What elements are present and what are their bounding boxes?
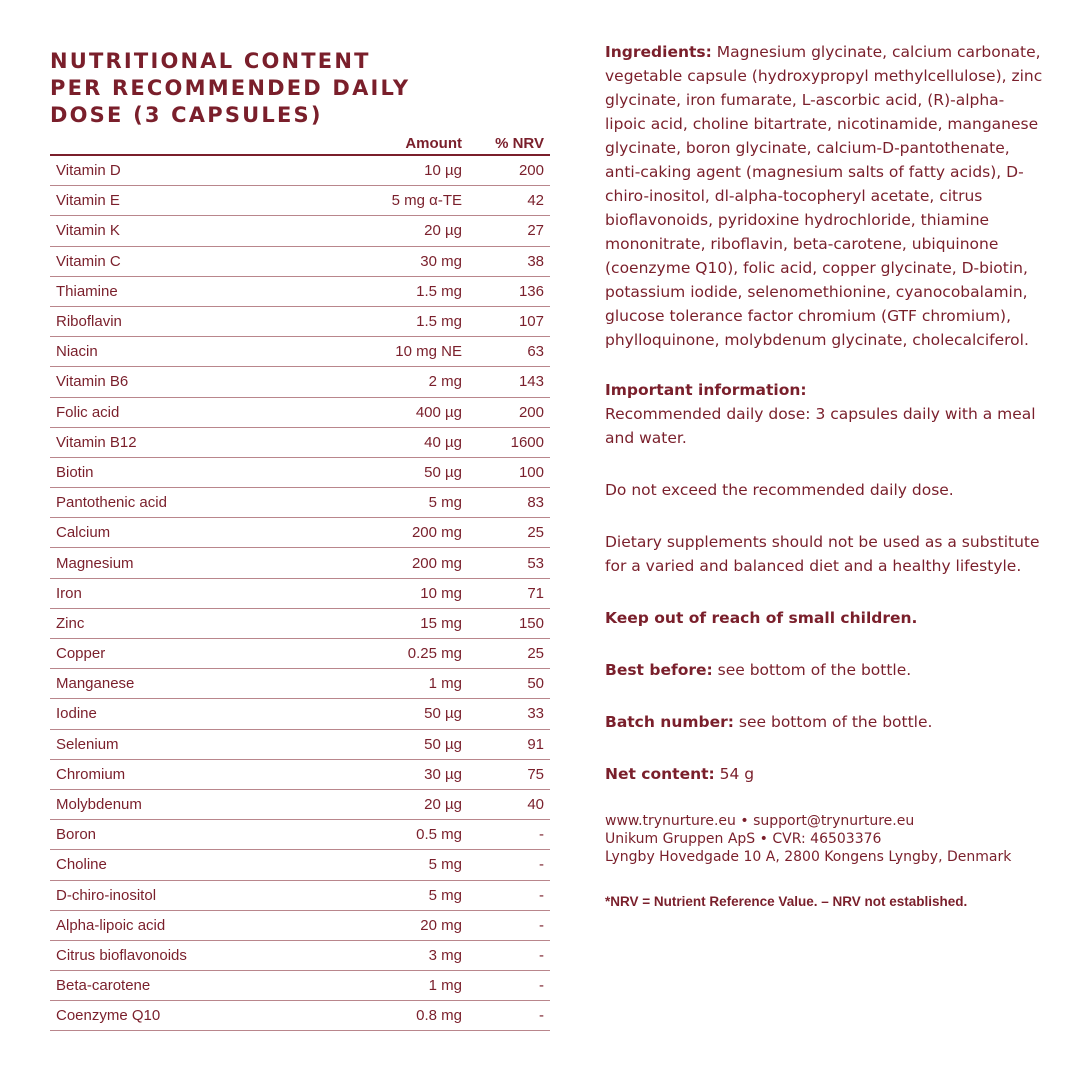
cell-amount: 15 mg [346, 608, 468, 638]
cell-name: Riboflavin [50, 306, 346, 336]
table-row [50, 1001, 550, 1031]
cell-name: Vitamin K [50, 216, 346, 246]
cell-nrv: 25 [468, 518, 550, 548]
table-row [50, 729, 550, 759]
children-warning: Keep out of reach of small children. [605, 609, 918, 627]
contact-block [605, 812, 1045, 866]
net-content: Net content: 54 g [605, 765, 755, 783]
exceed-text: Do not exceed the recommended daily dose. [605, 481, 954, 499]
cell-amount: 20 µg [346, 216, 468, 246]
table-row [50, 699, 550, 729]
cell-nrv: 38 [468, 246, 550, 276]
table-row [50, 910, 550, 940]
cell-amount: 5 mg α-TE [346, 186, 468, 216]
cell-nrv: - [468, 880, 550, 910]
cell-amount: 20 µg [346, 789, 468, 819]
nutrition-title: NUTRITIONAL CONTENT PER RECOMMENDED DAILY DOSE (3 CAPSULES) [50, 49, 411, 127]
cell-amount: 10 mg NE [346, 337, 468, 367]
cell-nrv: 42 [468, 186, 550, 216]
cell-name: Choline [50, 850, 346, 880]
table-row [50, 578, 550, 608]
table-row [50, 759, 550, 789]
table-row [50, 488, 550, 518]
cell-amount: 50 µg [346, 729, 468, 759]
contact-line-address: Lyngby Hovedgade 10 A, 2800 Kongens Lyngby, Denmark [605, 849, 1012, 865]
table-row [50, 306, 550, 336]
cell-amount: 50 µg [346, 699, 468, 729]
cell-name: Boron [50, 820, 346, 850]
cell-name: Molybdenum [50, 789, 346, 819]
cell-nrv: 71 [468, 578, 550, 608]
cell-amount: 10 mg [346, 578, 468, 608]
cell-nrv: 33 [468, 699, 550, 729]
table-row [50, 216, 550, 246]
table-row [50, 971, 550, 1001]
cell-name: Niacin [50, 337, 346, 367]
cell-name: Vitamin E [50, 186, 346, 216]
cell-amount: 5 mg [346, 850, 468, 880]
contact-line-company: Unikum Gruppen ApS • CVR: 46503376 [605, 831, 882, 847]
cell-name: Folic acid [50, 397, 346, 427]
important-label: Important information: [605, 381, 807, 399]
cell-amount: 1 mg [346, 669, 468, 699]
cell-name: Beta-carotene [50, 971, 346, 1001]
table-row [50, 186, 550, 216]
cell-nrv: 83 [468, 488, 550, 518]
cell-amount: 400 µg [346, 397, 468, 427]
table-row [50, 669, 550, 699]
cell-nrv: - [468, 850, 550, 880]
cell-name: Vitamin B12 [50, 427, 346, 457]
cell-amount: 0.5 mg [346, 820, 468, 850]
cell-amount: 2 mg [346, 367, 468, 397]
table-row [50, 940, 550, 970]
contact-line-web: www.trynurture.eu • support@trynurture.eu [605, 813, 915, 829]
cell-name: Chromium [50, 759, 346, 789]
cell-nrv: 1600 [468, 427, 550, 457]
cell-name: Biotin [50, 457, 346, 487]
table-row [50, 850, 550, 880]
nutrition-panel [50, 48, 550, 1025]
cell-nrv: 63 [468, 337, 550, 367]
cell-name: Thiamine [50, 276, 346, 306]
cell-name: Pantothenic acid [50, 488, 346, 518]
cell-amount: 3 mg [346, 940, 468, 970]
table-row [50, 457, 550, 487]
best-before: Best before: see bottom of the bottle. [605, 661, 912, 679]
cell-nrv: - [468, 940, 550, 970]
table-row [50, 820, 550, 850]
batch-number: Batch number: see bottom of the bottle. [605, 713, 933, 731]
cell-amount: 1.5 mg [346, 306, 468, 336]
cell-amount: 20 mg [346, 910, 468, 940]
table-header-row [50, 128, 550, 155]
cell-name: Iodine [50, 699, 346, 729]
table-row [50, 880, 550, 910]
cell-nrv: - [468, 971, 550, 1001]
cell-nrv: 25 [468, 639, 550, 669]
ingredients-text: Magnesium glycinate, calcium carbonate, vegetable capsule (hydroxypropyl methylcellulose), zinc glycinate, iron fumarate, L-ascorbic acid, (R)-alpha-lipoic acid, choline bitartrate, nicotinamide, manganese glycinate, boron glycinate, calcium-D-pantothenate, anti-caking agent (magnesium salts of fatty acids), D-chiro-inositol, dl-alpha-tocopheryl acetate, citrus bioflavonoids, pyridoxine hydrochloride, thiamine mononitrate, riboflavin, beta-carotene, ubiquinone (coenzyme Q10), folic acid, copper glycinate, D-biotin, potassium iodide, selenomethionine, cyanocobalamin, glucose tolerance factor chromium (GTF chromium), phylloquinone, molybdenum glycinate, cholecalciferol. [605, 43, 1043, 349]
cell-nrv: 107 [468, 306, 550, 336]
cell-amount: 200 mg [346, 548, 468, 578]
table-row [50, 246, 550, 276]
cell-amount: 200 mg [346, 518, 468, 548]
table-row [50, 155, 550, 186]
cell-nrv: 50 [468, 669, 550, 699]
table-row [50, 608, 550, 638]
cell-nrv: 143 [468, 367, 550, 397]
cell-nrv: 136 [468, 276, 550, 306]
cell-amount: 40 µg [346, 427, 468, 457]
cell-nrv: 53 [468, 548, 550, 578]
cell-amount: 5 mg [346, 880, 468, 910]
cell-amount: 10 µg [346, 155, 468, 186]
cell-nrv: - [468, 910, 550, 940]
cell-nrv: 40 [468, 789, 550, 819]
cell-name: Manganese [50, 669, 346, 699]
cell-name: Vitamin D [50, 155, 346, 186]
cell-nrv: 75 [468, 759, 550, 789]
ingredients-paragraph [605, 40, 1045, 352]
cell-amount: 30 mg [346, 246, 468, 276]
header-amount: Amount [346, 128, 468, 155]
dose-text: Recommended daily dose: 3 capsules daily with a meal and water. [605, 405, 1036, 447]
table-row [50, 397, 550, 427]
cell-nrv: 200 [468, 155, 550, 186]
cell-name: Selenium [50, 729, 346, 759]
cell-amount: 0.25 mg [346, 639, 468, 669]
cell-name: Vitamin B6 [50, 367, 346, 397]
table-row [50, 518, 550, 548]
cell-amount: 50 µg [346, 457, 468, 487]
cell-name: Copper [50, 639, 346, 669]
cell-name: Iron [50, 578, 346, 608]
cell-nrv: - [468, 1001, 550, 1031]
table-row [50, 639, 550, 669]
cell-name: Calcium [50, 518, 346, 548]
cell-amount: 0.8 mg [346, 1001, 468, 1031]
cell-nrv: - [468, 820, 550, 850]
cell-name: Vitamin C [50, 246, 346, 276]
cell-name: D-chiro-inositol [50, 880, 346, 910]
cell-name: Coenzyme Q10 [50, 1001, 346, 1031]
ingredients-label: Ingredients: [605, 43, 712, 61]
cell-amount: 30 µg [346, 759, 468, 789]
cell-nrv: 91 [468, 729, 550, 759]
cell-nrv: 200 [468, 397, 550, 427]
cell-nrv: 100 [468, 457, 550, 487]
table-row [50, 276, 550, 306]
table-row [50, 789, 550, 819]
cell-name: Zinc [50, 608, 346, 638]
supplements-text: Dietary supplements should not be used as a substitute for a varied and balanced diet and a healthy lifestyle. [605, 533, 1040, 575]
table-row [50, 367, 550, 397]
cell-name: Alpha-lipoic acid [50, 910, 346, 940]
cell-amount: 1.5 mg [346, 276, 468, 306]
table-row [50, 337, 550, 367]
cell-amount: 1 mg [346, 971, 468, 1001]
cell-nrv: 27 [468, 216, 550, 246]
table-row [50, 548, 550, 578]
nrv-footnote: *NRV = Nutrient Reference Value. – NRV not established. [605, 894, 968, 909]
cell-amount: 5 mg [346, 488, 468, 518]
header-nutrient [50, 128, 346, 155]
info-panel [605, 40, 1045, 914]
header-nrv: % NRV [468, 128, 550, 155]
table-row [50, 427, 550, 457]
cell-name: Magnesium [50, 548, 346, 578]
cell-name: Citrus bioflavonoids [50, 940, 346, 970]
cell-nrv: 150 [468, 608, 550, 638]
nutrition-table [50, 128, 550, 1031]
nutrition-table-body [50, 155, 550, 1031]
